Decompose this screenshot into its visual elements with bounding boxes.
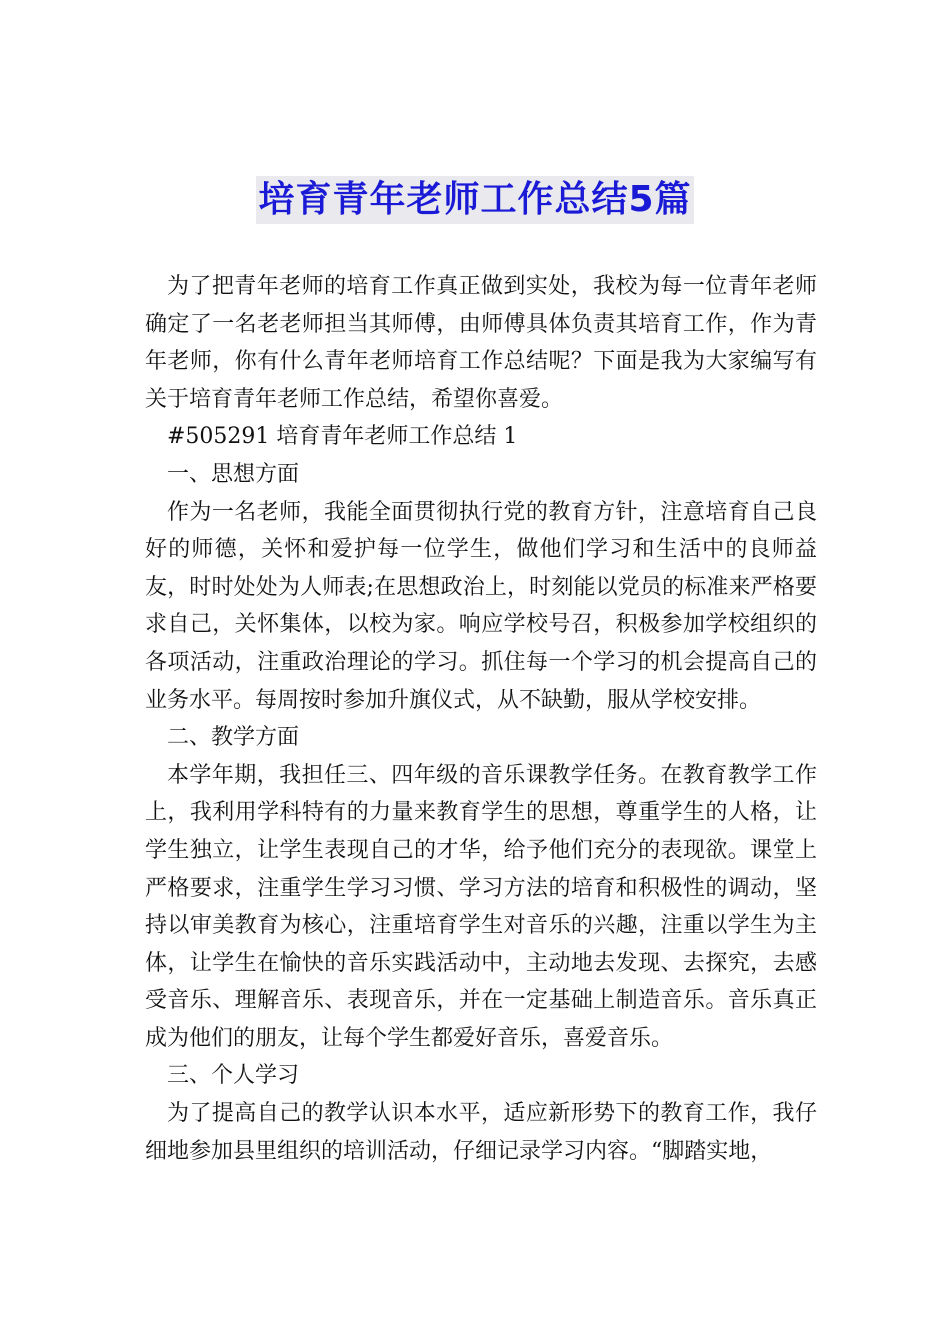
subsection-heading: 二、教学方面 xyxy=(167,725,300,751)
title-container xyxy=(0,176,950,224)
intro-paragraph: 为了把青年老师的培育工作真正做到实处，我校为每一位青年老师确定了一名老老师担当其师傅，由师傅具体负责其培育工作，作为青年老师，你有什么青年老师培育工作总结呢？下面是我为大家编写有关于培育青年老师工作总结，希望你喜爱。 xyxy=(145,274,817,412)
document-body xyxy=(145,268,817,1170)
document-title: 培育青年老师工作总结5篇 xyxy=(256,176,693,224)
subsection-heading: 一、思想方面 xyxy=(167,461,300,487)
body-paragraph: 本学年期，我担任三、四年级的音乐课教学任务。在教育教学工作上，我利用学科特有的力量来教育学生的思想，尊重学生的人格，让学生独立，让学生表现自己的才华，给予他们充分的表现欲。课堂上严格要求，注重学生学习习惯、学习方法的培育和积极性的调动，坚持以审美教育为核心，注重培育学生对音乐的兴趣，注重以学生为主体，让学生在愉快的音乐实践活动中，主动地去发现、去探究，去感受音乐、理解音乐、表现音乐，并在一定基础上制造音乐。音乐真正成为他们的朋友，让每个学生都爱好音乐，喜爱音乐。 xyxy=(145,762,817,1051)
body-paragraph: 作为一名老师，我能全面贯彻执行党的教育方针，注意培育自己良好的师德，关怀和爱护每一位学生，做他们学习和生活中的良师益友，时时处处为人师表;在思想政治上，时刻能以党员的标准来严格要求自己，关怀集体，以校为家。响应学校号召，积极参加学校组织的各项活动，注重政治理论的学习。抓住每一个学习的机会提高自己的业务水平。每周按时参加升旗仪式，从不缺勤，服从学校安排。 xyxy=(145,499,817,713)
section-heading: #505291 培育青年老师工作总结 1 xyxy=(167,424,518,450)
subsection-heading: 三、个人学习 xyxy=(167,1063,300,1089)
body-paragraph: 为了提高自己的教学认识本水平，适应新形势下的教育工作，我仔细地参加县里组织的培训活动，仔细记录学习内容。“脚踏实地， xyxy=(145,1101,817,1164)
